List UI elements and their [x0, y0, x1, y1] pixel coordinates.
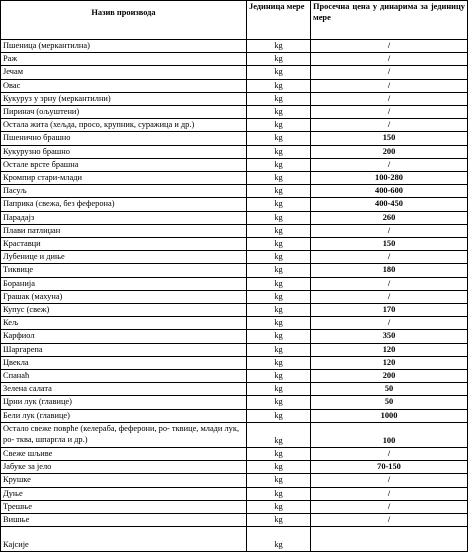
average-price-cell: / [311, 513, 468, 526]
table-row [1, 422, 468, 447]
product-name-cell: Краставци [1, 238, 247, 251]
unit-cell: kg [247, 290, 311, 303]
average-price-cell: 170 [311, 304, 468, 317]
header-unit: Јединица мере [247, 1, 311, 40]
unit-cell: kg [247, 185, 311, 198]
unit-cell: kg [247, 238, 311, 251]
average-price-cell: / [311, 500, 468, 513]
table-row [1, 317, 468, 330]
unit-cell: kg [247, 264, 311, 277]
product-name-cell: Пиринач (ољуштени) [1, 106, 247, 119]
unit-cell: kg [247, 500, 311, 513]
header-average-price: Просечна цена у динарима за јединицу мере [311, 1, 468, 40]
unit-cell: kg [247, 277, 311, 290]
unit-cell: kg [247, 409, 311, 422]
header-row [1, 1, 468, 40]
unit-cell: kg [247, 158, 311, 171]
table-row [1, 356, 468, 369]
table-row [1, 145, 468, 158]
table-row [1, 277, 468, 290]
table-row [1, 527, 468, 552]
average-price-cell: 100 [311, 422, 468, 447]
unit-cell: kg [247, 527, 311, 552]
table-row [1, 40, 468, 53]
unit-cell: kg [247, 119, 311, 132]
unit-cell: kg [247, 370, 311, 383]
product-name-cell: Вишње [1, 513, 247, 526]
table-row [1, 211, 468, 224]
average-price-cell: / [311, 66, 468, 79]
header-product-name: Назив производа [1, 1, 247, 40]
product-name-cell: Остало свеже поврће (келераба, феферони, ро- тквице, млади лук, ро- тква, шпаргла и др.) [1, 422, 247, 447]
table-row [1, 172, 468, 185]
average-price-cell: 150 [311, 238, 468, 251]
product-name-cell: Цвекла [1, 356, 247, 369]
product-name-cell: Грашак (махуна) [1, 290, 247, 303]
average-price-cell: 200 [311, 370, 468, 383]
table-row [1, 500, 468, 513]
product-name-cell: Паприка (свежа, без феферона) [1, 198, 247, 211]
product-name-cell: Јечам [1, 66, 247, 79]
table-row [1, 79, 468, 92]
table-row [1, 304, 468, 317]
table-row [1, 513, 468, 526]
average-price-cell: / [311, 92, 468, 105]
unit-cell: kg [247, 79, 311, 92]
product-name-cell: Пшенично брашно [1, 132, 247, 145]
average-price-cell: 180 [311, 264, 468, 277]
product-name-cell: Остала жита (хељда, просо, крупник, суражица и др.) [1, 119, 247, 132]
unit-cell: kg [247, 396, 311, 409]
product-name-cell: Пшеница (меркантилна) [1, 40, 247, 53]
average-price-cell: 70-150 [311, 461, 468, 474]
average-price-cell: 400-450 [311, 198, 468, 211]
product-name-cell: Крушке [1, 474, 247, 487]
average-price-cell: / [311, 474, 468, 487]
table-row [1, 158, 468, 171]
unit-cell: kg [247, 356, 311, 369]
product-name-cell: Кајсије [1, 527, 247, 552]
table-row [1, 251, 468, 264]
product-name-cell: Кељ [1, 317, 247, 330]
average-price-cell: / [311, 487, 468, 500]
table-row [1, 396, 468, 409]
average-price-cell: / [311, 317, 468, 330]
average-price-cell: 120 [311, 356, 468, 369]
table-row [1, 409, 468, 422]
product-name-cell: Јабуке за јело [1, 461, 247, 474]
average-price-cell: 400-600 [311, 185, 468, 198]
unit-cell: kg [247, 172, 311, 185]
unit-cell: kg [247, 343, 311, 356]
product-name-cell: Спанаћ [1, 370, 247, 383]
table-row [1, 487, 468, 500]
product-name-cell: Плави патлиџан [1, 224, 247, 237]
average-price-cell: 150 [311, 132, 468, 145]
table-row [1, 264, 468, 277]
unit-cell: kg [247, 513, 311, 526]
product-name-cell: Лубенице и диње [1, 251, 247, 264]
average-price-cell: / [311, 447, 468, 460]
average-price-cell: / [311, 106, 468, 119]
unit-cell: kg [247, 92, 311, 105]
product-name-cell: Бели лук (главице) [1, 409, 247, 422]
unit-cell: kg [247, 145, 311, 158]
average-price-cell: / [311, 158, 468, 171]
unit-cell: kg [247, 474, 311, 487]
unit-cell: kg [247, 251, 311, 264]
table-row [1, 330, 468, 343]
unit-cell: kg [247, 304, 311, 317]
average-price-cell: / [311, 53, 468, 66]
table-row [1, 474, 468, 487]
average-price-cell: / [311, 251, 468, 264]
average-price-cell: 100-280 [311, 172, 468, 185]
average-price-cell: 120 [311, 343, 468, 356]
unit-cell: kg [247, 211, 311, 224]
table-row [1, 224, 468, 237]
average-price-cell: / [311, 277, 468, 290]
product-name-cell: Боранија [1, 277, 247, 290]
table-row [1, 119, 468, 132]
table-row [1, 383, 468, 396]
unit-cell: kg [247, 224, 311, 237]
table-row [1, 185, 468, 198]
unit-cell: kg [247, 461, 311, 474]
table-row [1, 92, 468, 105]
unit-cell: kg [247, 330, 311, 343]
product-name-cell: Трешње [1, 500, 247, 513]
unit-cell: kg [247, 317, 311, 330]
product-name-cell: Купус (свеж) [1, 304, 247, 317]
unit-cell: kg [247, 53, 311, 66]
product-name-cell: Кукуруз у зрну (меркантилни) [1, 92, 247, 105]
product-name-cell: Парадајз [1, 211, 247, 224]
table-row [1, 370, 468, 383]
table-row [1, 238, 468, 251]
unit-cell: kg [247, 198, 311, 211]
average-price-cell: / [311, 224, 468, 237]
unit-cell: kg [247, 422, 311, 447]
average-price-cell: 50 [311, 396, 468, 409]
table-row [1, 343, 468, 356]
product-name-cell: Кромпир стари-млади [1, 172, 247, 185]
product-name-cell: Зелена салата [1, 383, 247, 396]
average-price-cell: 200 [311, 145, 468, 158]
product-name-cell: Кукурузно брашно [1, 145, 247, 158]
product-name-cell: Остале врсте брашна [1, 158, 247, 171]
average-price-cell: 260 [311, 211, 468, 224]
table-row [1, 53, 468, 66]
average-price-cell: 1000 [311, 409, 468, 422]
unit-cell: kg [247, 132, 311, 145]
average-price-cell: / [311, 119, 468, 132]
average-price-cell: / [311, 290, 468, 303]
product-name-cell: Раж [1, 53, 247, 66]
average-price-cell: / [311, 79, 468, 92]
table-row [1, 198, 468, 211]
unit-cell: kg [247, 106, 311, 119]
average-price-cell [311, 527, 468, 552]
unit-cell: kg [247, 383, 311, 396]
table-row [1, 132, 468, 145]
table-row [1, 106, 468, 119]
product-name-cell: Пасуљ [1, 185, 247, 198]
unit-cell: kg [247, 40, 311, 53]
product-name-cell: Шаргарепа [1, 343, 247, 356]
table-body [1, 40, 468, 552]
average-price-cell: 50 [311, 383, 468, 396]
unit-cell: kg [247, 487, 311, 500]
product-name-cell: Црни лук (главице) [1, 396, 247, 409]
average-price-cell: 350 [311, 330, 468, 343]
product-name-cell: Тиквице [1, 264, 247, 277]
table-row [1, 461, 468, 474]
product-name-cell: Овас [1, 79, 247, 92]
unit-cell: kg [247, 447, 311, 460]
table-row [1, 290, 468, 303]
average-price-cell: / [311, 40, 468, 53]
product-name-cell: Карфиол [1, 330, 247, 343]
table-row [1, 447, 468, 460]
table-row [1, 66, 468, 79]
product-name-cell: Свеже шљиве [1, 447, 247, 460]
unit-cell: kg [247, 66, 311, 79]
product-name-cell: Дуње [1, 487, 247, 500]
